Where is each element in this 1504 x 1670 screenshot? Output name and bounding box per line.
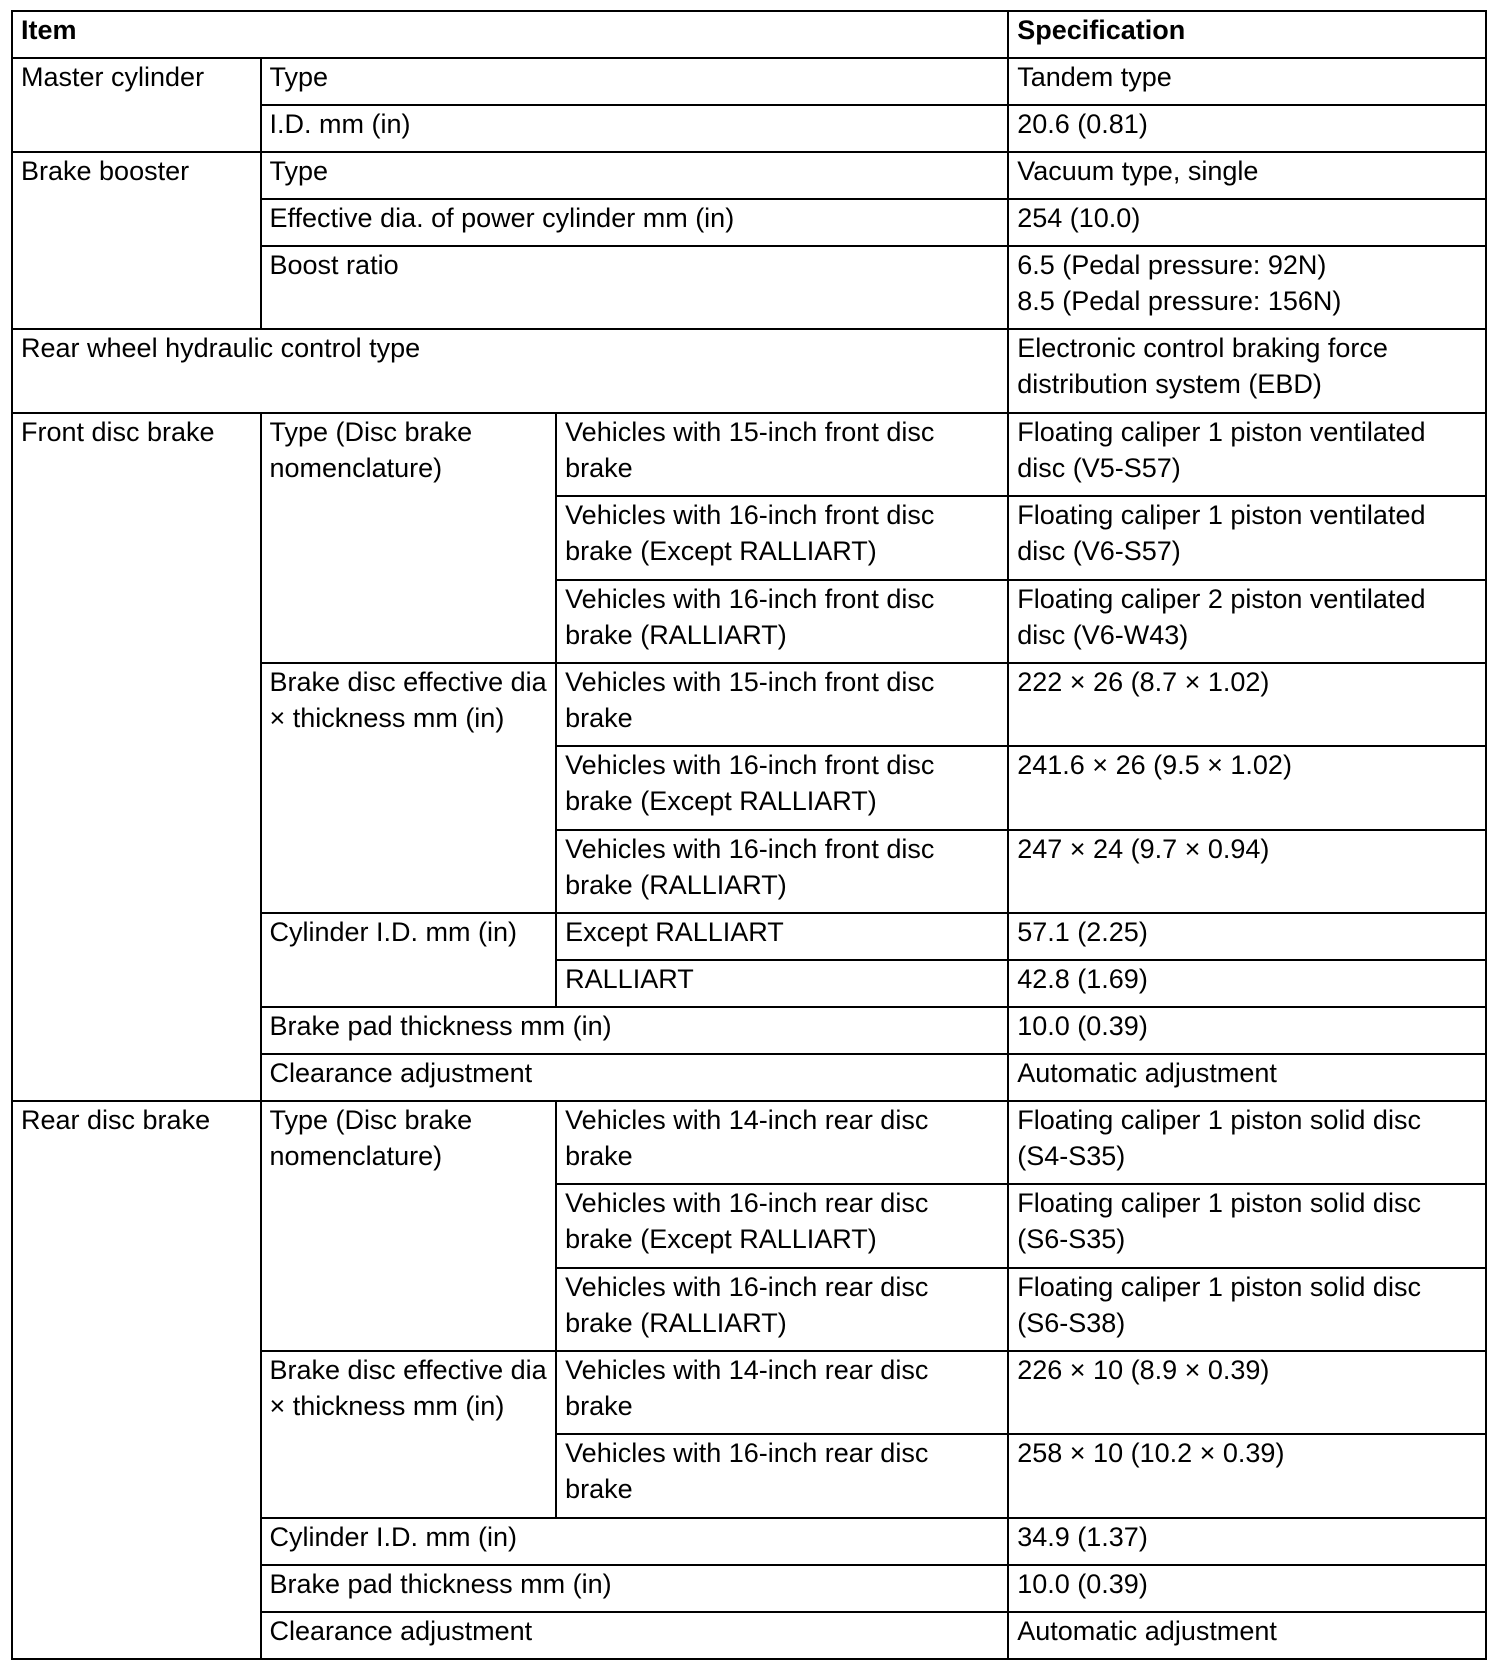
row-value: Floating caliper 1 piston ventilated disc (V5-S57) <box>1008 413 1486 496</box>
row-group-label: Rear disc brake <box>12 1101 261 1659</box>
row-value: 241.6 × 26 (9.5 × 1.02) <box>1008 746 1486 829</box>
row-value: Floating caliper 1 piston ventilated disc (V6-S57) <box>1008 496 1486 579</box>
row-group-label: Front disc brake <box>12 413 261 1101</box>
row-value: 254 (10.0) <box>1008 199 1486 246</box>
row-value: 258 × 10 (10.2 × 0.39) <box>1008 1434 1486 1517</box>
row-condition: Except RALLIART <box>556 913 1008 960</box>
header-specification: Specification <box>1008 11 1486 58</box>
row-value: 57.1 (2.25) <box>1008 913 1486 960</box>
row-value: Floating caliper 1 piston solid disc (S6-S38) <box>1008 1268 1486 1351</box>
boost-value-line: 6.5 (Pedal pressure: 92N) <box>1017 250 1327 281</box>
row-value: 247 × 24 (9.7 × 0.94) <box>1008 830 1486 913</box>
row-value: 10.0 (0.39) <box>1008 1007 1486 1054</box>
row-condition: Vehicles with 16-inch front disc brake (Except RALLIART) <box>556 496 1008 579</box>
header-row <box>12 11 1486 58</box>
row-group-label: Brake booster <box>12 152 261 329</box>
row-value: Automatic adjustment <box>1008 1612 1486 1659</box>
row-sublabel: Cylinder I.D. mm (in) <box>261 913 557 1007</box>
row-label: Clearance adjustment <box>261 1612 1009 1659</box>
row-value: 42.8 (1.69) <box>1008 960 1486 1007</box>
row-sublabel: Brake disc effective dia × thickness mm (in) <box>261 663 557 913</box>
row-value: 34.9 (1.37) <box>1008 1518 1486 1565</box>
row-condition: Vehicles with 14-inch rear disc brake <box>556 1101 1008 1184</box>
row-value: 226 × 10 (8.9 × 0.39) <box>1008 1351 1486 1434</box>
row-condition: Vehicles with 16-inch front disc brake (RALLIART) <box>556 830 1008 913</box>
row-condition: Vehicles with 16-inch front disc brake (RALLIART) <box>556 580 1008 663</box>
row-label: Boost ratio <box>261 246 1009 329</box>
row-label: Brake pad thickness mm (in) <box>261 1007 1009 1054</box>
row-label: Type <box>261 152 1009 199</box>
row-value: Tandem type <box>1008 58 1486 105</box>
row-sublabel: Type (Disc brake nomenclature) <box>261 413 557 663</box>
row-sublabel: Type (Disc brake nomenclature) <box>261 1101 557 1351</box>
row-label: Cylinder I.D. mm (in) <box>261 1518 1009 1565</box>
row-condition: Vehicles with 16-inch rear disc brake (RALLIART) <box>556 1268 1008 1351</box>
header-item: Item <box>12 11 1008 58</box>
row-condition: Vehicles with 16-inch rear disc brake <box>556 1434 1008 1517</box>
row-value <box>1008 246 1486 329</box>
row-condition: Vehicles with 16-inch front disc brake (Except RALLIART) <box>556 746 1008 829</box>
specification-table <box>11 10 1487 1660</box>
row-value: 222 × 26 (8.7 × 1.02) <box>1008 663 1486 746</box>
row-label: Effective dia. of power cylinder mm (in) <box>261 199 1009 246</box>
row-label: Type <box>261 58 1009 105</box>
row-condition: Vehicles with 15-inch front disc brake <box>556 413 1008 496</box>
table-row <box>12 329 1486 412</box>
row-condition: Vehicles with 16-inch rear disc brake (Except RALLIART) <box>556 1184 1008 1267</box>
row-value: Floating caliper 1 piston solid disc (S4-S35) <box>1008 1101 1486 1184</box>
row-group-label: Master cylinder <box>12 58 261 152</box>
row-label: Rear wheel hydraulic control type <box>12 329 1008 412</box>
row-condition: RALLIART <box>556 960 1008 1007</box>
row-value: Vacuum type, single <box>1008 152 1486 199</box>
row-value: Floating caliper 2 piston ventilated disc (V6-W43) <box>1008 580 1486 663</box>
row-label: Clearance adjustment <box>261 1054 1009 1101</box>
row-value: 10.0 (0.39) <box>1008 1565 1486 1612</box>
row-label: I.D. mm (in) <box>261 105 1009 152</box>
row-value: Electronic control braking force distribution system (EBD) <box>1008 329 1486 412</box>
table-row <box>12 1101 1486 1184</box>
row-condition: Vehicles with 15-inch front disc brake <box>556 663 1008 746</box>
table-row <box>12 152 1486 199</box>
row-condition: Vehicles with 14-inch rear disc brake <box>556 1351 1008 1434</box>
row-value: 20.6 (0.81) <box>1008 105 1486 152</box>
row-value: Floating caliper 1 piston solid disc (S6-S35) <box>1008 1184 1486 1267</box>
boost-value-line: 8.5 (Pedal pressure: 156N) <box>1017 286 1342 317</box>
row-sublabel: Brake disc effective dia × thickness mm (in) <box>261 1351 557 1518</box>
table-row <box>12 413 1486 496</box>
row-value: Automatic adjustment <box>1008 1054 1486 1101</box>
table-row <box>12 58 1486 105</box>
row-label: Brake pad thickness mm (in) <box>261 1565 1009 1612</box>
